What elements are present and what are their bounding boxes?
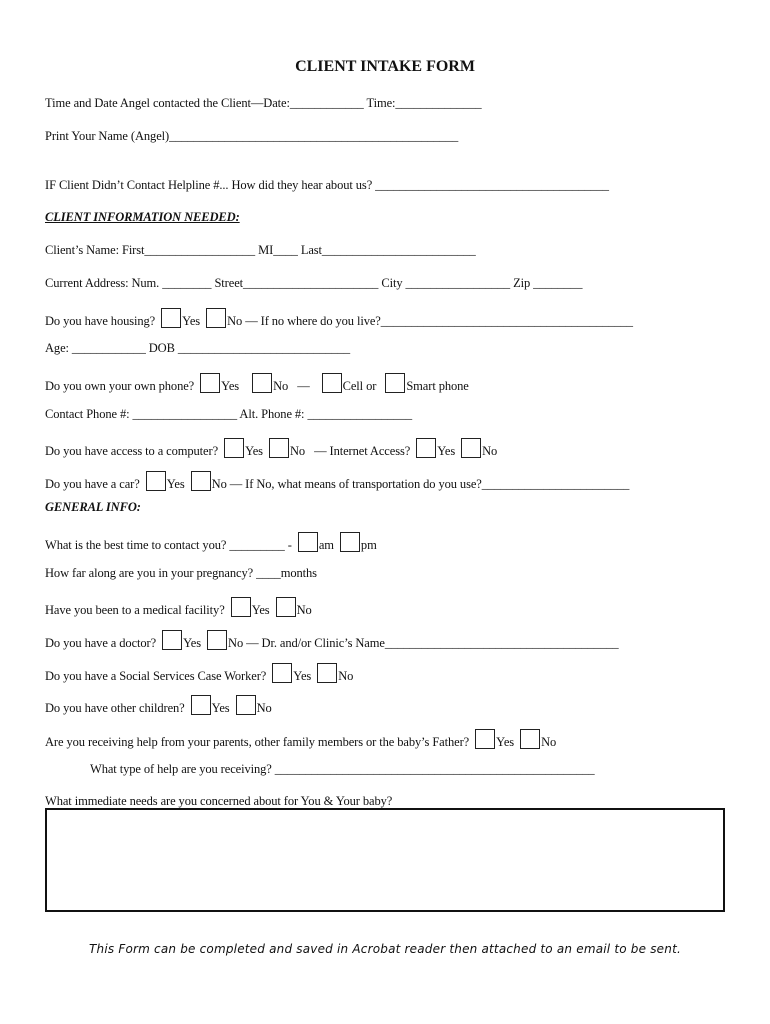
doctor-no-label: No (228, 636, 244, 650)
medical-row (45, 597, 312, 618)
internet-no-checkbox[interactable] (461, 438, 481, 458)
computer-no-label: No (289, 444, 306, 458)
children-no-checkbox[interactable] (236, 695, 256, 715)
car-yes-label: Yes (166, 477, 185, 491)
housing-yes-label: Yes (182, 314, 201, 328)
am-label: am (318, 538, 334, 552)
doctor-yes-label: Yes (183, 636, 201, 650)
caseworker-yes-checkbox[interactable] (272, 663, 292, 683)
pregnancy-line: How far along are you in your pregnancy? ____months (45, 566, 317, 580)
form-title: CLIENT INTAKE FORM (295, 58, 475, 75)
phone-yes-label: Yes (221, 379, 240, 393)
medical-yes-checkbox[interactable] (231, 597, 251, 617)
medical-yes-label: Yes (251, 603, 270, 617)
computer-question: Do you have access to a computer? (45, 444, 219, 458)
am-checkbox[interactable] (298, 532, 318, 552)
housing-no-label: No (227, 314, 243, 328)
help-type-line: What type of help are you receiving? ____________________________________________________ (90, 762, 595, 776)
internet-yes-label: Yes (437, 444, 456, 458)
car-no-checkbox[interactable] (191, 471, 211, 491)
internet-yes-checkbox[interactable] (416, 438, 436, 458)
housing-yes-checkbox[interactable] (161, 308, 181, 328)
doctor-no-checkbox[interactable] (207, 630, 227, 650)
help-no-label: No (541, 735, 557, 749)
car-no-label: No (211, 477, 227, 491)
medical-no-checkbox[interactable] (276, 597, 296, 617)
help-row (45, 729, 556, 750)
caseworker-no-checkbox[interactable] (317, 663, 337, 683)
car-question: Do you have a car? (45, 477, 140, 491)
internet-question: — Internet Access? (314, 444, 411, 458)
medical-no-label: No (296, 603, 312, 617)
angel-name-line: Print Your Name (Angel)_______________________________________________ (45, 129, 459, 143)
help-question: Are you receiving help from your parents, other family members or the baby’s Father? (45, 735, 470, 749)
section-general-info: GENERAL INFO: (45, 500, 141, 514)
children-question: Do you have other children? (45, 701, 185, 715)
children-yes-checkbox[interactable] (191, 695, 211, 715)
cell-phone-label: Cell or (342, 379, 377, 393)
doctor-row (45, 630, 619, 651)
address-line: Current Address: Num. ________ Street______________________ City _________________ Zip ________ (45, 276, 583, 290)
car-yes-checkbox[interactable] (146, 471, 166, 491)
client-name-line: Client’s Name: First__________________ MI____ Last_________________________ (45, 243, 476, 257)
computer-yes-checkbox[interactable] (224, 438, 244, 458)
housing-no-checkbox[interactable] (206, 308, 226, 328)
pm-checkbox[interactable] (340, 532, 360, 552)
caseworker-yes-label: Yes (293, 669, 312, 683)
phone-yes-checkbox[interactable] (200, 373, 220, 393)
section-client-information: CLIENT INFORMATION NEEDED: (45, 210, 240, 224)
car-row (45, 471, 629, 492)
internet-no-label: No (482, 444, 498, 458)
caseworker-row (45, 663, 353, 684)
best-time-question: What is the best time to contact you? _________ - (45, 538, 292, 552)
pm-label: pm (360, 538, 377, 552)
housing-row (45, 308, 633, 329)
medical-question: Have you been to a medical facility? (45, 603, 225, 617)
doctor-yes-checkbox[interactable] (162, 630, 182, 650)
computer-yes-label: Yes (245, 444, 263, 458)
immediate-needs-textbox[interactable] (45, 808, 725, 912)
doctor-followup: — Dr. and/or Clinic’s Name______________________________________ (246, 636, 619, 650)
computer-no-checkbox[interactable] (269, 438, 289, 458)
children-yes-label: Yes (211, 701, 230, 715)
help-yes-checkbox[interactable] (475, 729, 495, 749)
smart-phone-checkbox[interactable] (385, 373, 405, 393)
help-yes-label: Yes (496, 735, 515, 749)
phone-dash: — (297, 379, 310, 393)
housing-followup: — If no where do you live?_________________________________________ (245, 314, 633, 328)
caseworker-question: Do you have a Social Services Case Worker? (45, 669, 267, 683)
caseworker-no-label: No (338, 669, 354, 683)
car-followup: — If No, what means of transportation do you use?________________________ (229, 477, 630, 491)
best-time-row (45, 532, 377, 553)
contact-phone-line: Contact Phone #: _________________ Alt. Phone #: _________________ (45, 407, 413, 421)
age-dob-line: Age: ____________ DOB ____________________________ (45, 341, 351, 355)
phone-no-label: No (273, 379, 289, 393)
needs-question: What immediate needs are you concerned about for You & Your baby? (45, 794, 393, 808)
computer-row (45, 438, 497, 459)
phone-row (45, 373, 469, 394)
children-no-label: No (256, 701, 272, 715)
children-row (45, 695, 272, 716)
smart-phone-label: Smart phone (406, 379, 469, 393)
phone-question: Do you own your own phone? (45, 379, 195, 393)
cell-phone-checkbox[interactable] (322, 373, 342, 393)
phone-no-checkbox[interactable] (252, 373, 272, 393)
contact-date-time-line: Time and Date Angel contacted the Client—Date:____________ Time:______________ (45, 96, 482, 110)
referral-line: IF Client Didn’t Contact Helpline #... How did they hear about us? ______________________________________ (45, 178, 609, 192)
footer-note: This Form can be completed and saved in Acrobat reader then attached to an email to be sent. (89, 942, 681, 956)
help-no-checkbox[interactable] (520, 729, 540, 749)
housing-question: Do you have housing? (45, 314, 156, 328)
doctor-question: Do you have a doctor? (45, 636, 157, 650)
